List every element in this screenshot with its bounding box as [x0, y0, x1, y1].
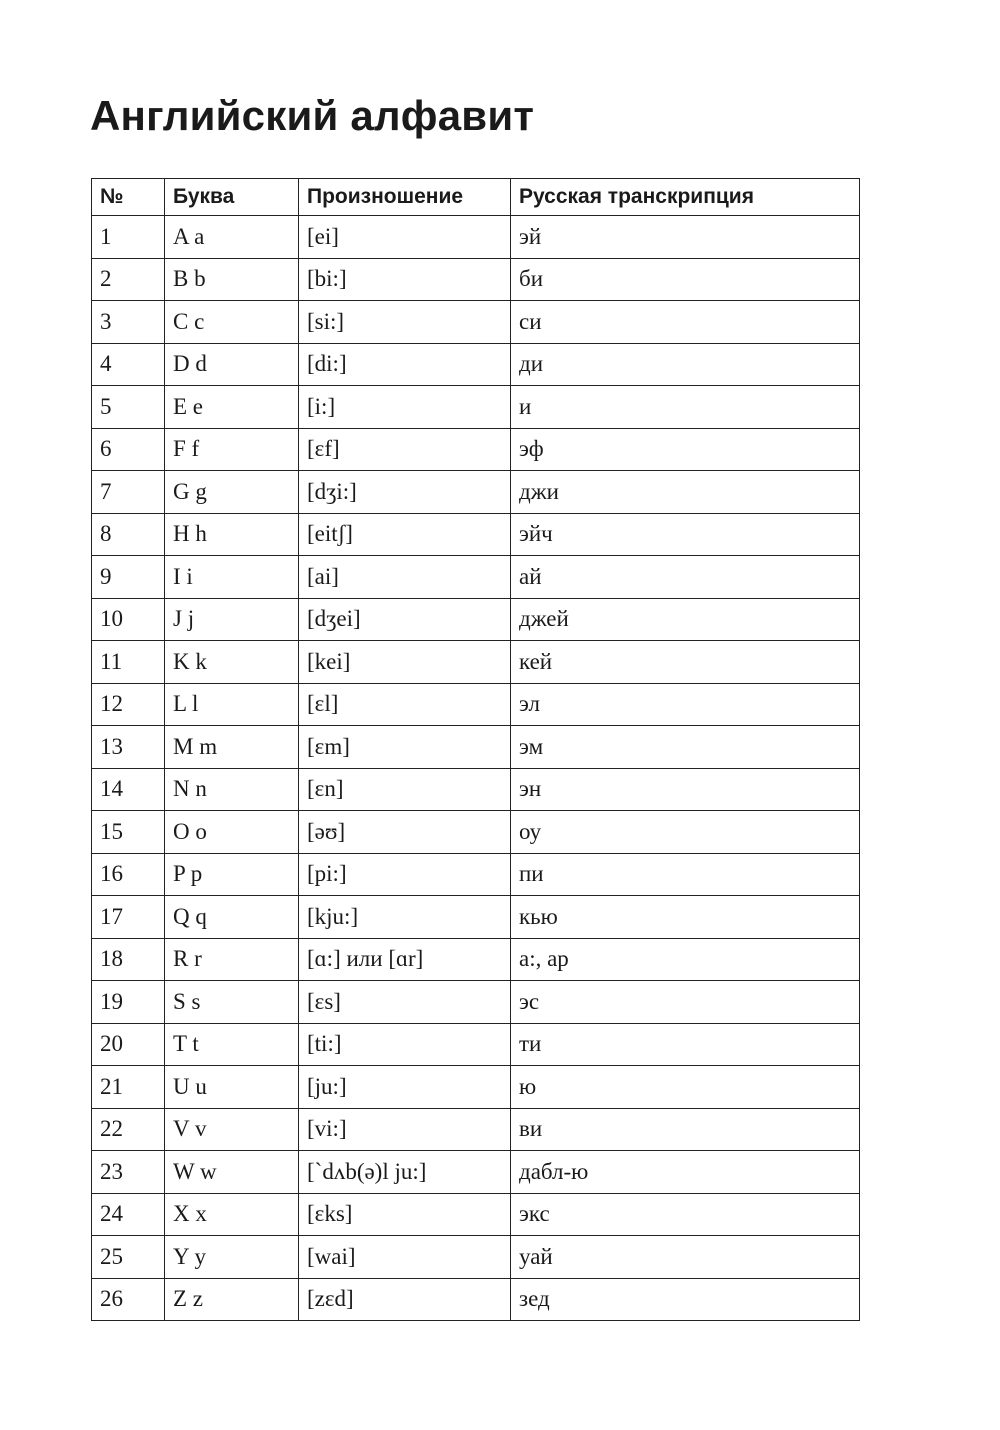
cell-letter: A a [165, 216, 299, 259]
cell-russian-transcription: ви [511, 1108, 860, 1151]
cell-pronunciation: [eitʃ] [299, 513, 511, 556]
table-row [92, 1066, 860, 1109]
cell-pronunciation: [ti:] [299, 1023, 511, 1066]
cell-number: 23 [92, 1151, 165, 1194]
cell-russian-transcription: джей [511, 598, 860, 641]
cell-russian-transcription: зед [511, 1278, 860, 1321]
cell-russian-transcription: ти [511, 1023, 860, 1066]
cell-letter: D d [165, 343, 299, 386]
table-row [92, 513, 860, 556]
cell-letter: G g [165, 471, 299, 514]
table-row [92, 853, 860, 896]
cell-pronunciation: [ju:] [299, 1066, 511, 1109]
cell-number: 11 [92, 641, 165, 684]
cell-pronunciation: [dʒi:] [299, 471, 511, 514]
cell-pronunciation: [ɛn] [299, 768, 511, 811]
cell-russian-transcription: уай [511, 1236, 860, 1279]
column-header-russian-transcription: Русская транскрипция [511, 179, 860, 216]
cell-russian-transcription: эм [511, 726, 860, 769]
cell-letter: H h [165, 513, 299, 556]
table-row [92, 216, 860, 259]
table-row [92, 1108, 860, 1151]
cell-number: 16 [92, 853, 165, 896]
cell-letter: C c [165, 301, 299, 344]
column-header-pronunciation: Произношение [299, 179, 511, 216]
cell-letter: N n [165, 768, 299, 811]
cell-russian-transcription: кей [511, 641, 860, 684]
cell-russian-transcription: и [511, 386, 860, 429]
cell-russian-transcription: дабл-ю [511, 1151, 860, 1194]
cell-letter: Q q [165, 896, 299, 939]
cell-pronunciation: [dʒei] [299, 598, 511, 641]
cell-russian-transcription: а:, ар [511, 938, 860, 981]
cell-pronunciation: [ɛks] [299, 1193, 511, 1236]
cell-russian-transcription: эйч [511, 513, 860, 556]
cell-letter: U u [165, 1066, 299, 1109]
cell-letter: Y y [165, 1236, 299, 1279]
cell-pronunciation: [di:] [299, 343, 511, 386]
cell-pronunciation: [ɛf] [299, 428, 511, 471]
cell-letter: E e [165, 386, 299, 429]
cell-pronunciation: [ɑ:] или [ɑr] [299, 938, 511, 981]
cell-russian-transcription: эй [511, 216, 860, 259]
cell-letter: J j [165, 598, 299, 641]
cell-letter: Z z [165, 1278, 299, 1321]
table-row [92, 896, 860, 939]
table-row [92, 598, 860, 641]
cell-letter: I i [165, 556, 299, 599]
cell-russian-transcription: кью [511, 896, 860, 939]
cell-number: 20 [92, 1023, 165, 1066]
table-row [92, 1236, 860, 1279]
cell-pronunciation: [ɛl] [299, 683, 511, 726]
cell-letter: B b [165, 258, 299, 301]
table-row [92, 301, 860, 344]
cell-pronunciation: [pi:] [299, 853, 511, 896]
column-header-number: № [92, 179, 165, 216]
cell-letter: F f [165, 428, 299, 471]
cell-letter: S s [165, 981, 299, 1024]
alphabet-table [91, 178, 860, 1321]
cell-number: 24 [92, 1193, 165, 1236]
cell-letter: V v [165, 1108, 299, 1151]
cell-russian-transcription: джи [511, 471, 860, 514]
table-row [92, 1151, 860, 1194]
alphabet-table-body [92, 216, 860, 1321]
cell-number: 17 [92, 896, 165, 939]
cell-letter: T t [165, 1023, 299, 1066]
cell-number: 15 [92, 811, 165, 854]
cell-pronunciation: [zɛd] [299, 1278, 511, 1321]
cell-pronunciation: [ai] [299, 556, 511, 599]
cell-pronunciation: [kju:] [299, 896, 511, 939]
table-row [92, 386, 860, 429]
cell-russian-transcription: экс [511, 1193, 860, 1236]
cell-russian-transcription: пи [511, 853, 860, 896]
cell-number: 1 [92, 216, 165, 259]
cell-letter: W w [165, 1151, 299, 1194]
cell-russian-transcription: ди [511, 343, 860, 386]
cell-number: 14 [92, 768, 165, 811]
cell-number: 19 [92, 981, 165, 1024]
table-row [92, 1193, 860, 1236]
cell-number: 25 [92, 1236, 165, 1279]
cell-number: 10 [92, 598, 165, 641]
page-title: Английский алфавит [90, 92, 535, 139]
table-row [92, 726, 860, 769]
cell-number: 12 [92, 683, 165, 726]
cell-pronunciation: [vi:] [299, 1108, 511, 1151]
cell-letter: K k [165, 641, 299, 684]
cell-number: 3 [92, 301, 165, 344]
table-row [92, 471, 860, 514]
cell-letter: L l [165, 683, 299, 726]
cell-number: 9 [92, 556, 165, 599]
cell-pronunciation: [kei] [299, 641, 511, 684]
cell-number: 18 [92, 938, 165, 981]
cell-number: 7 [92, 471, 165, 514]
cell-number: 2 [92, 258, 165, 301]
table-row [92, 811, 860, 854]
cell-pronunciation: [ɛm] [299, 726, 511, 769]
cell-russian-transcription: эн [511, 768, 860, 811]
cell-number: 13 [92, 726, 165, 769]
table-row [92, 1278, 860, 1321]
table-row [92, 343, 860, 386]
cell-russian-transcription: оу [511, 811, 860, 854]
cell-pronunciation: [bi:] [299, 258, 511, 301]
cell-pronunciation: [`dʌb(ə)l ju:] [299, 1151, 511, 1194]
table-row [92, 683, 860, 726]
cell-number: 8 [92, 513, 165, 556]
cell-pronunciation: [i:] [299, 386, 511, 429]
table-row [92, 556, 860, 599]
cell-number: 6 [92, 428, 165, 471]
cell-number: 26 [92, 1278, 165, 1321]
cell-number: 22 [92, 1108, 165, 1151]
cell-pronunciation: [si:] [299, 301, 511, 344]
table-row [92, 768, 860, 811]
cell-russian-transcription: эл [511, 683, 860, 726]
cell-letter: P p [165, 853, 299, 896]
table-row [92, 938, 860, 981]
cell-pronunciation: [wai] [299, 1236, 511, 1279]
cell-pronunciation: [ei] [299, 216, 511, 259]
cell-russian-transcription: би [511, 258, 860, 301]
cell-number: 5 [92, 386, 165, 429]
cell-russian-transcription: ай [511, 556, 860, 599]
cell-russian-transcription: си [511, 301, 860, 344]
cell-pronunciation: [ɛs] [299, 981, 511, 1024]
cell-letter: X x [165, 1193, 299, 1236]
cell-russian-transcription: ю [511, 1066, 860, 1109]
table-row [92, 258, 860, 301]
table-row [92, 428, 860, 471]
cell-pronunciation: [əʊ] [299, 811, 511, 854]
table-row [92, 1023, 860, 1066]
table-header-row [92, 179, 860, 216]
column-header-letter: Буква [165, 179, 299, 216]
cell-russian-transcription: эс [511, 981, 860, 1024]
table-row [92, 981, 860, 1024]
cell-number: 21 [92, 1066, 165, 1109]
table-row [92, 641, 860, 684]
cell-letter: O o [165, 811, 299, 854]
cell-letter: M m [165, 726, 299, 769]
cell-letter: R r [165, 938, 299, 981]
cell-number: 4 [92, 343, 165, 386]
cell-russian-transcription: эф [511, 428, 860, 471]
